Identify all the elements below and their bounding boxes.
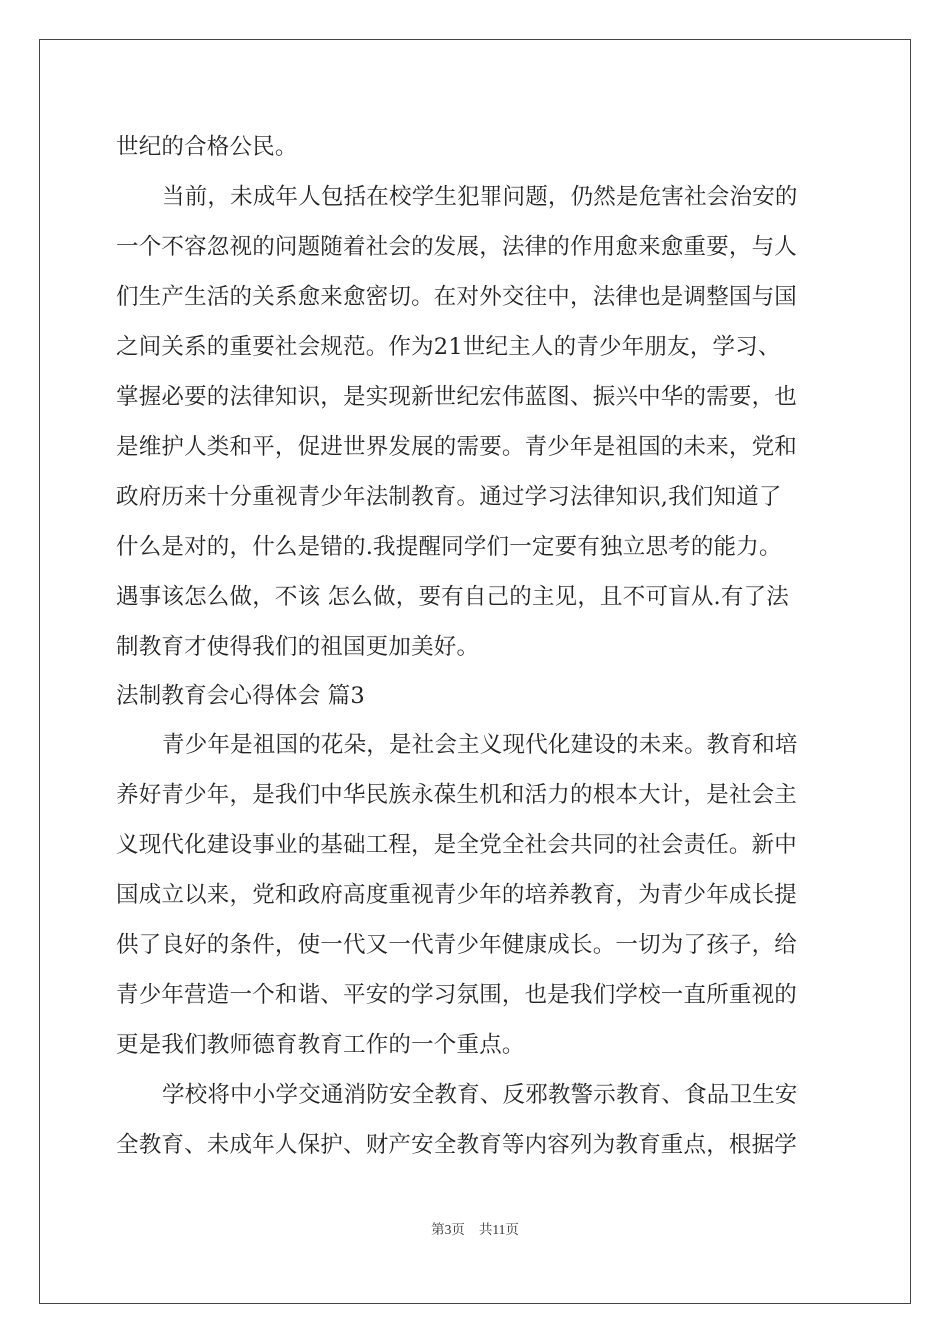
section-heading: 法制教育会心得体会 篇3 xyxy=(116,683,365,709)
text-line: 全教育、未成年人保护、财产安全教育等内容列为教育重点，根据学 xyxy=(116,1132,798,1158)
text-line: 什么是对的，什么是错的.我提醒同学们一定要有独立思考的能力。 xyxy=(116,534,782,560)
text-line: 青少年营造一个和谐、平安的学习氛围，也是我们学校一直所重视的 xyxy=(116,982,798,1008)
text-line: 更是我们教师德育教育工作的一个重点。 xyxy=(116,1032,525,1058)
text-line: 政府历来十分重视青少年法制教育。通过学习法律知识,我们知道了 xyxy=(116,484,782,510)
text-line: 掌握必要的法律知识，是实现新世纪宏伟蓝图、振兴中华的需要，也 xyxy=(116,384,798,410)
text-line: 制教育才使得我们的祖国更加美好。 xyxy=(116,634,480,660)
paragraph-first-line: 当前，未成年人包括在校学生犯罪问题，仍然是危害社会治安的 xyxy=(162,184,798,210)
text-line: 们生产生活的关系愈来愈密切。在对外交往中，法律也是调整国与国 xyxy=(116,284,798,310)
text-line: 国成立以来，党和政府高度重视青少年的培养教育，为青少年成长提 xyxy=(116,882,798,908)
page-total: 共11页 xyxy=(478,1222,519,1237)
page-number: 第3页 xyxy=(431,1222,465,1237)
paragraph-first-line: 青少年是祖国的花朵，是社会主义现代化建设的未来。教育和培 xyxy=(162,732,798,758)
text-line: 义现代化建设事业的基础工程，是全党全社会共同的社会责任。新中 xyxy=(116,832,798,858)
text-line: 之间关系的重要社会规范。作为21世纪主人的青少年朋友，学习、 xyxy=(116,334,781,360)
document-body xyxy=(116,122,836,1170)
text-line: 遇事该怎么做，不该 怎么做，要有自己的主见，且不可盲从.有了法 xyxy=(116,584,790,610)
text-line: 一个不容忽视的问题随着社会的发展，法律的作用愈来愈重要，与人 xyxy=(116,234,798,260)
text-line: 供了良好的条件，使一代又一代青少年健康成长。一切为了孩子，给 xyxy=(116,932,798,958)
text-line: 世纪的合格公民。 xyxy=(116,134,298,160)
text-line: 养好青少年，是我们中华民族永葆生机和活力的根本大计，是社会主 xyxy=(116,782,798,808)
paragraph-first-line: 学校将中小学交通消防安全教育、反邪教警示教育、食品卫生安 xyxy=(162,1082,798,1108)
text-line: 是维护人类和平，促进世界发展的需要。青少年是祖国的未来，党和 xyxy=(116,434,798,460)
page-footer xyxy=(0,1218,950,1238)
